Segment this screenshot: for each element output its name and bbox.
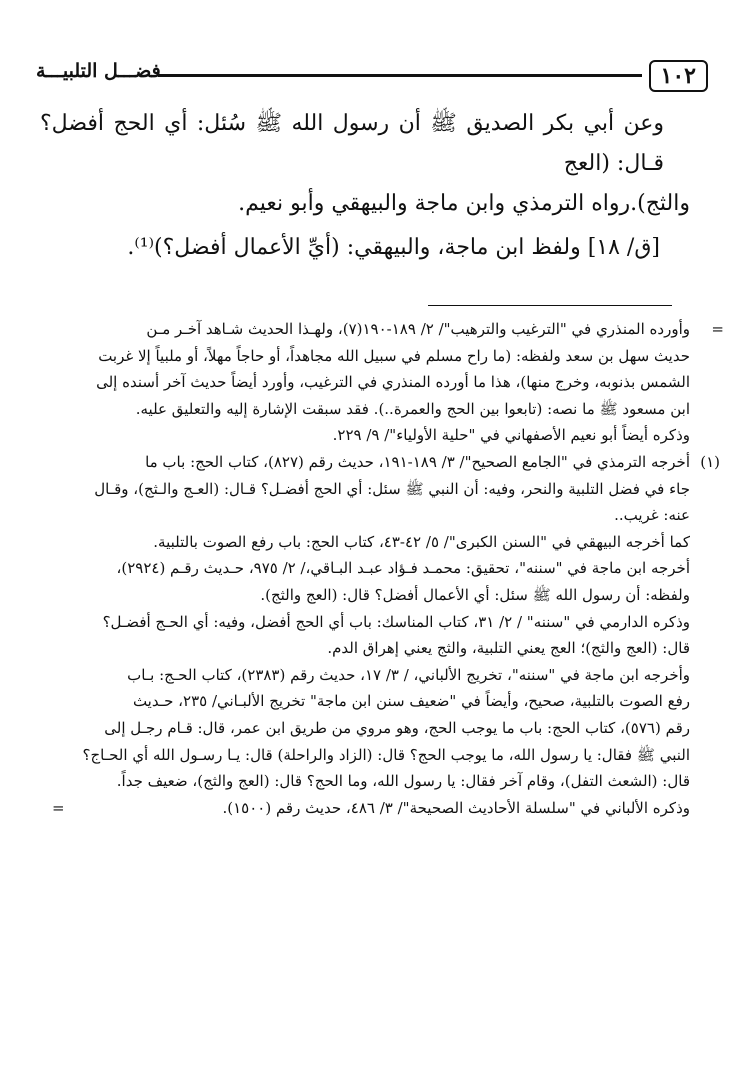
footnote-separator (428, 305, 672, 306)
footnote-line: وأورده المنذري في "الترغيب والترهيب"/ ٢/ ١٨٩-١٩٠(٧)، ولهـذا الحديث شـاهد آخـر مـن (146, 320, 690, 338)
footnote-1 (46, 449, 720, 529)
footnote-line: جاء في فضل التلبية والنحر، وفيه: أن النبي ﷺ سئل: أي الحج أفضـل؟ قـال: (العـج والـثج)، وقـال (94, 479, 690, 498)
footnote-line: وذكره الألباني في "سلسلة الأحاديث الصحيحة"/ ٣/ ٤٨٦، حديث رقم (١٥٠٠). (222, 798, 690, 817)
footnote-line: الشمس بذنوبه، وخرج منها)، هذا ما أورده المنذري في الترغيب، وأورد أيضاً حديث آخر أسنده إلى (96, 373, 690, 392)
footnotes (46, 316, 724, 821)
footnote-line: رفع الصوت بالتلبية، صحيح، وأيضاً في "ضعيف سنن ابن ماجة" تخريج الألبـاني/ ٢٣٥، حـديث (132, 692, 690, 711)
footnote-line: قال: (العج والثج)؛ العج يعني التلبية، والثج يعني إهراق الدم. (327, 639, 690, 658)
main-line: والثج).رواه الترمذي وابن ماجة والبيهقي وأبو نعيم. (238, 191, 690, 216)
footnote-line: ولفظه: أن رسول الله ﷺ سئل: أي الأعمال أفضل؟ قال: (العج والثج). (260, 585, 690, 604)
main-line-reference: [ق/ ١٨] ولفظ ابن ماجة، والبيهقي: (أيِّ الأعمال أفضل؟)⁽¹⁾. (127, 235, 660, 260)
footnote-line: وذكره الدارمي في "سننه" / ٢/ ٣١، كتاب المناسك: باب أي الحج أفضل، وفيه: أي الحـج أفضـل؟ (102, 612, 690, 631)
page-number: ١٠٢ (649, 60, 708, 92)
footnote-line: وأخرجه ابن ماجة في "سننه"، تخريج الألباني، / ٣/ ١٧، حديث رقم (٢٣٨٣)، كتاب الحـج: بـاب (127, 665, 690, 684)
footnote-number: (١) (700, 452, 720, 471)
footnote-line: النبي ﷺ فقال: يا رسول الله، ما يوجب الحج؟ قال: (الزاد والراحلة) قال: يـا رسـول الله أي الحـاج؟ (82, 745, 690, 764)
footnote-line: وذكره أيضاً أبو نعيم الأصفهاني في "حلية الأولياء"/ ٩/ ٢٢٩. (332, 426, 690, 445)
footnote-line: أخرجه ابن ماجة في "سننه"، تحقيق: محمـد فـؤاد عبـد البـاقي،/ ٢/ ٩٧٥، حـديث رقـم (٢٩٢٤)، (116, 559, 690, 578)
footnote-line: كما أخرجه البيهقي في "السنن الكبرى"/ ٥/ ٤٢-٤٣، كتاب الحج: باب رفع الصوت بالتلبية. (153, 532, 690, 551)
footnote-line: حديث سهل بن سعد ولفظه: (ما راح مسلم في سبيل الله مجاهداً، أو حاجاً مهلاً، أو ملبياً إلا غربت (98, 346, 690, 365)
main-text (40, 104, 690, 268)
main-line: وعن أبي بكر الصديق ﷺ أن رسول الله ﷺ سُئل: أي الحج أفضل؟ قـال: (العج (40, 111, 664, 176)
footnote-line: عنه: غريب.. (614, 506, 690, 525)
footnote-line: ابن مسعود ﷺ ما نصه: (تابعوا بين الحج والعمرة..). فقد سبقت الإشارة إليه والتعليق عليه. (135, 399, 690, 418)
footnote-line: أخرجه الترمذي في "الجامع الصحيح"/ ٣/ ١٨٩-١٩١، حديث رقم (٨٢٧)، كتاب الحج: باب ما (145, 452, 690, 471)
footnote-line: رقم (٥٧٦)، كتاب الحج: باب ما يوجب الحج، وهو مروي من طريق ابن عمر، قال: قـام رجـل إلى (104, 718, 690, 737)
running-title: فضـــل التلبيـــة (36, 60, 161, 82)
header-rule (158, 74, 642, 77)
footnote-1-continued (46, 529, 690, 822)
continuation-mark: = (711, 320, 724, 338)
page-header (36, 52, 708, 92)
footnote-continuation (46, 316, 724, 449)
continuation-end-mark: = (52, 798, 65, 817)
footnote-line: قال: (الشعث التفل)، وقام آخر فقال: يا رسول الله، وما الحج؟ قال: (العج والثج)، ضعيف جداً. (116, 772, 690, 791)
